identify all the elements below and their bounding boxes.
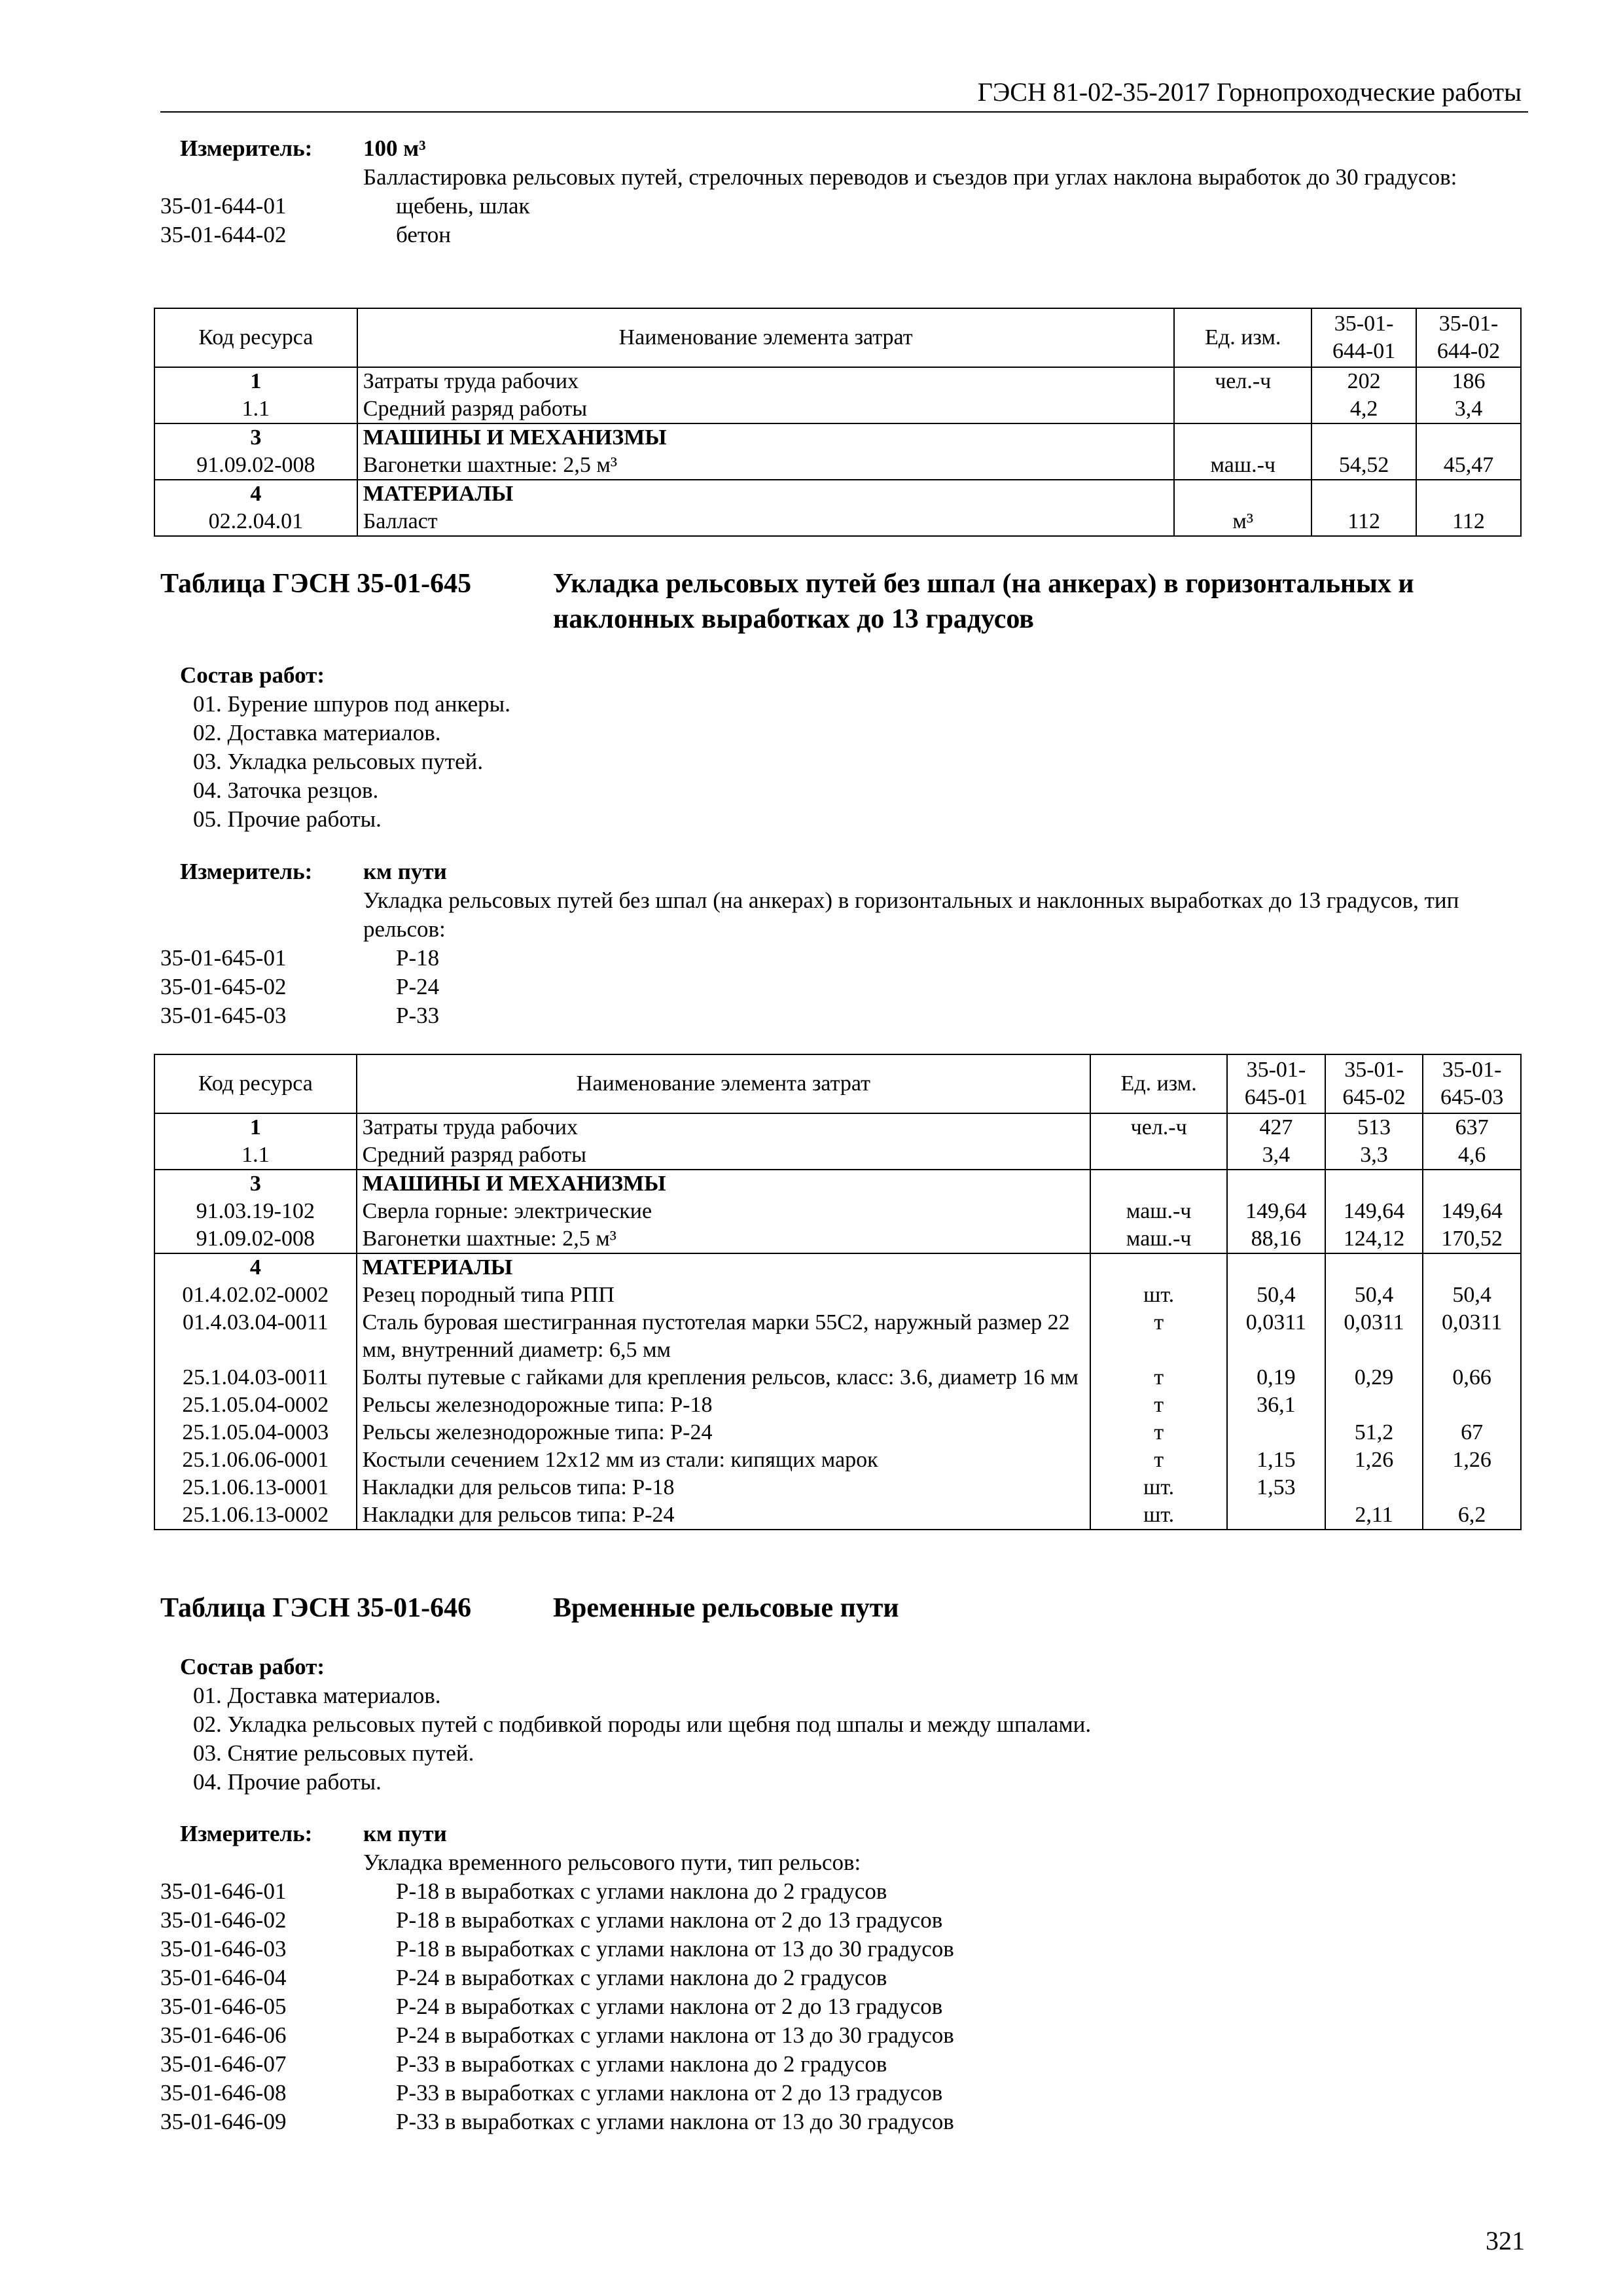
unit — [1174, 395, 1311, 423]
value-cell: 513 — [1325, 1113, 1423, 1141]
value-cell: 0,0311 — [1227, 1309, 1325, 1364]
item-code: 35-01-645-02 — [160, 974, 287, 999]
unit: маш.-ч — [1090, 1225, 1227, 1253]
resource-name: Затраты труда рабочих — [357, 1113, 1091, 1141]
meter-description: Укладка рельсовых путей без шпал (на анкерах) в горизонтальных и наклонных выработках до 13 градусов, тип рельсов: — [363, 888, 1459, 942]
table-caption: Укладка рельсовых путей без шпал (на анкерах) в горизонтальных и наклонных выработках до 13 градусов — [553, 569, 1414, 634]
value-cell: 112 — [1416, 508, 1521, 536]
item-code: 35-01-646-04 — [160, 1965, 287, 1990]
value-cell: 51,2 — [1325, 1419, 1423, 1446]
column-header: Наименование элемента затрат — [357, 1054, 1091, 1113]
code-list-item — [160, 192, 1528, 221]
composition-item: 01. Доставка материалов. — [193, 1683, 441, 1708]
value-cell: 112 — [1311, 508, 1416, 536]
unit: т — [1090, 1419, 1227, 1446]
table-row — [154, 1225, 1521, 1253]
value-cell — [1416, 480, 1521, 508]
meter-label: Измеритель: — [180, 859, 313, 884]
value-cell: 50,4 — [1325, 1282, 1423, 1309]
resource-code: 91.09.02-008 — [154, 452, 357, 480]
value-cell: 88,16 — [1227, 1225, 1325, 1253]
unit: чел.-ч — [1174, 367, 1311, 395]
resource-name: Рельсы железнодорожные типа: Р-18 — [357, 1391, 1091, 1419]
composition-heading: Состав работ: — [180, 1654, 325, 1679]
value-cell — [1325, 1253, 1423, 1282]
table-row — [154, 452, 1521, 480]
value-cell: 3,4 — [1227, 1141, 1325, 1170]
table-row — [154, 1113, 1521, 1141]
resource-name: Балласт — [357, 508, 1175, 536]
value-cell: 50,4 — [1423, 1282, 1521, 1309]
resource-name: Сверла горные: электрические — [357, 1198, 1091, 1225]
item-name: Р-18 в выработках с углами наклона от 13 до 30 градусов — [396, 1936, 954, 1962]
unit: маш.-ч — [1090, 1198, 1227, 1225]
resource-code: 3 — [154, 423, 357, 452]
composition-heading: Состав работ: — [180, 662, 325, 688]
value-cell: 1,53 — [1227, 1474, 1325, 1501]
resource-table-644 — [154, 308, 1522, 537]
unit: шт. — [1090, 1282, 1227, 1309]
value-cell: 170,52 — [1423, 1225, 1521, 1253]
value-cell: 0,0311 — [1325, 1309, 1423, 1364]
value-cell: 1,26 — [1325, 1446, 1423, 1474]
item-code: 35-01-644-01 — [160, 193, 287, 219]
meter-label: Измеритель: — [180, 135, 313, 161]
value-cell: 2,11 — [1325, 1501, 1423, 1530]
value-cell — [1227, 1253, 1325, 1282]
unit — [1090, 1253, 1227, 1282]
item-code: 35-01-644-02 — [160, 222, 287, 247]
code-list-item — [160, 944, 1528, 973]
composition-item: 04. Прочие работы. — [193, 1769, 382, 1795]
resource-name: Болты путевые с гайками для крепления рельсов, класс: 3.6, диаметр 16 мм — [357, 1364, 1091, 1391]
resource-name: МАТЕРИАЛЫ — [357, 1253, 1091, 1282]
value-cell: 36,1 — [1227, 1391, 1325, 1419]
column-header: 35-01-644-01 — [1311, 308, 1416, 367]
item-name: Р-33 в выработках с углами наклона от 2 до 13 градусов — [396, 2080, 943, 2106]
table-row — [154, 1391, 1521, 1419]
resource-name: Средний разряд работы — [357, 1141, 1091, 1170]
resource-code: 25.1.06.13-0001 — [154, 1474, 357, 1501]
table-row — [154, 395, 1521, 423]
unit — [1174, 423, 1311, 452]
column-header: 35-01-645-02 — [1325, 1054, 1423, 1113]
table-row — [154, 1170, 1521, 1198]
value-cell — [1416, 423, 1521, 452]
table-title-645 — [160, 566, 1528, 637]
resource-code: 91.03.19-102 — [154, 1198, 357, 1225]
column-header: Ед. изм. — [1090, 1054, 1227, 1113]
table-row — [154, 1446, 1521, 1474]
work-composition-645 — [160, 661, 510, 834]
unit — [1090, 1141, 1227, 1170]
resource-code: 01.4.02.02-0002 — [154, 1282, 357, 1309]
unit: т — [1090, 1391, 1227, 1419]
column-header: 35-01-644-02 — [1416, 308, 1521, 367]
unit: маш.-ч — [1174, 452, 1311, 480]
resource-code: 1.1 — [154, 395, 357, 423]
column-header: Наименование элемента затрат — [357, 308, 1175, 367]
table-row — [154, 367, 1521, 395]
table-header-row — [154, 1054, 1521, 1113]
column-header: 35-01-645-01 — [1227, 1054, 1325, 1113]
item-code: 35-01-646-08 — [160, 2080, 287, 2106]
item-code: 35-01-646-03 — [160, 1936, 287, 1962]
value-cell — [1423, 1391, 1521, 1419]
meter-description: Балластировка рельсовых путей, стрелочных переводов и съездов при углах наклона выработок до 30 градусов: — [363, 164, 1457, 190]
resource-code: 25.1.06.13-0002 — [154, 1501, 357, 1530]
code-list — [160, 192, 1528, 249]
table-title-646 — [160, 1590, 1528, 1626]
unit: т — [1090, 1446, 1227, 1474]
meter-label: Измеритель: — [180, 1821, 313, 1846]
code-list-item — [160, 2108, 1528, 2136]
item-code: 35-01-646-06 — [160, 2022, 287, 2048]
value-cell — [1227, 1419, 1325, 1446]
value-cell — [1311, 423, 1416, 452]
resource-name: Сталь буровая шестигранная пустотелая марки 55С2, наружный размер 22 мм, внутренний диаметр: 6,5 мм — [357, 1309, 1091, 1364]
item-name: Р-24 в выработках с углами наклона до 2 градусов — [396, 1965, 887, 1990]
meter-block-645 — [160, 857, 1528, 1030]
item-name: Р-24 — [396, 974, 440, 999]
code-list-item — [160, 1877, 1528, 1906]
table-row — [154, 508, 1521, 536]
item-name: щебень, шлак — [396, 193, 530, 219]
value-cell: 45,47 — [1416, 452, 1521, 480]
composition-item: 05. Прочие работы. — [193, 806, 382, 832]
code-list-item — [160, 221, 1528, 249]
composition-item: 01. Бурение шпуров под анкеры. — [193, 691, 510, 717]
table-row — [154, 1253, 1521, 1282]
unit: шт. — [1090, 1501, 1227, 1530]
value-cell — [1227, 1170, 1325, 1198]
value-cell — [1311, 480, 1416, 508]
meter-block-646 — [160, 1820, 1528, 2136]
item-name: бетон — [396, 222, 451, 247]
item-name: Р-33 в выработках с углами наклона до 2 градусов — [396, 2051, 887, 2077]
value-cell: 1,15 — [1227, 1446, 1325, 1474]
value-cell — [1325, 1170, 1423, 1198]
code-list-item — [160, 1992, 1528, 2021]
composition-item: 03. Снятие рельсовых путей. — [193, 1740, 474, 1766]
composition-item: 02. Доставка материалов. — [193, 720, 441, 745]
unit — [1090, 1170, 1227, 1198]
value-cell: 4,2 — [1311, 395, 1416, 423]
resource-code: 3 — [154, 1170, 357, 1198]
item-name: Р-33 — [396, 1003, 440, 1028]
resource-code: 4 — [154, 1253, 357, 1282]
header-text: ГЭСН 81-02-35-2017 Горнопроходческие работы — [977, 77, 1522, 107]
code-list-item — [160, 2021, 1528, 2050]
table-row — [154, 1198, 1521, 1225]
composition-item: 04. Заточка резцов. — [193, 778, 379, 803]
resource-name: Средний разряд работы — [357, 395, 1175, 423]
item-name: Р-24 в выработках с углами наклона от 2 до 13 градусов — [396, 1994, 943, 2019]
meter-block-644 — [160, 134, 1528, 249]
value-cell: 1,26 — [1423, 1446, 1521, 1474]
value-cell: 0,19 — [1227, 1364, 1325, 1391]
meter-value: 100 м³ — [363, 135, 426, 161]
value-cell: 149,64 — [1325, 1198, 1423, 1225]
column-header: Ед. изм. — [1174, 308, 1311, 367]
table-row — [154, 423, 1521, 452]
code-list — [160, 1877, 1528, 2136]
item-code: 35-01-646-01 — [160, 1878, 287, 1904]
table-row — [154, 1364, 1521, 1391]
resource-code: 1 — [154, 367, 357, 395]
table-number: Таблица ГЭСН 35-01-646 — [160, 1593, 472, 1623]
code-list-item — [160, 1906, 1528, 1935]
table-row — [154, 1141, 1521, 1170]
value-cell — [1325, 1391, 1423, 1419]
item-code: 35-01-646-09 — [160, 2109, 287, 2134]
code-list-item — [160, 1935, 1528, 1964]
resource-name: Затраты труда рабочих — [357, 367, 1175, 395]
value-cell: 0,66 — [1423, 1364, 1521, 1391]
table-row — [154, 1474, 1521, 1501]
unit: т — [1090, 1309, 1227, 1364]
resource-code: 1 — [154, 1113, 357, 1141]
value-cell: 6,2 — [1423, 1501, 1521, 1530]
code-list-item — [160, 2079, 1528, 2108]
resource-name: Вагонетки шахтные: 2,5 м³ — [357, 1225, 1091, 1253]
item-code: 35-01-646-05 — [160, 1994, 287, 2019]
code-list-item — [160, 1964, 1528, 1992]
resource-table-645 — [154, 1054, 1522, 1530]
resource-code: 25.1.06.06-0001 — [154, 1446, 357, 1474]
column-header: Код ресурса — [154, 1054, 357, 1113]
resource-code: 1.1 — [154, 1141, 357, 1170]
item-code: 35-01-645-03 — [160, 1003, 287, 1028]
value-cell — [1325, 1474, 1423, 1501]
value-cell: 637 — [1423, 1113, 1521, 1141]
value-cell: 67 — [1423, 1419, 1521, 1446]
value-cell: 0,29 — [1325, 1364, 1423, 1391]
table-row — [154, 1501, 1521, 1530]
code-list-item — [160, 973, 1528, 1001]
item-name: Р-24 в выработках с углами наклона от 13 до 30 градусов — [396, 2022, 954, 2048]
item-code: 35-01-646-02 — [160, 1907, 287, 1933]
code-list — [160, 944, 1528, 1030]
unit: т — [1090, 1364, 1227, 1391]
resource-name: Вагонетки шахтные: 2,5 м³ — [357, 452, 1175, 480]
item-code: 35-01-645-01 — [160, 945, 287, 971]
table-caption: Временные рельсовые пути — [553, 1593, 899, 1623]
value-cell: 124,12 — [1325, 1225, 1423, 1253]
value-cell — [1227, 1501, 1325, 1530]
item-name: Р-18 в выработках с углами наклона до 2 градусов — [396, 1878, 887, 1904]
resource-code: 25.1.05.04-0002 — [154, 1391, 357, 1419]
value-cell: 50,4 — [1227, 1282, 1325, 1309]
resource-code: 02.2.04.01 — [154, 508, 357, 536]
value-cell — [1423, 1253, 1521, 1282]
meter-value: км пути — [363, 859, 447, 884]
page-number: 321 — [1486, 2226, 1525, 2255]
value-cell: 4,6 — [1423, 1141, 1521, 1170]
value-cell: 0,0311 — [1423, 1309, 1521, 1364]
resource-code: 4 — [154, 480, 357, 508]
resource-code: 25.1.04.03-0011 — [154, 1364, 357, 1391]
item-name: Р-33 в выработках с углами наклона от 13 до 30 градусов — [396, 2109, 954, 2134]
value-cell: 427 — [1227, 1113, 1325, 1141]
unit: шт. — [1090, 1474, 1227, 1501]
table-row — [154, 480, 1521, 508]
work-composition-646 — [160, 1653, 1091, 1797]
resource-name: Накладки для рельсов типа: Р-18 — [357, 1474, 1091, 1501]
value-cell: 3,4 — [1416, 395, 1521, 423]
resource-name: МАШИНЫ И МЕХАНИЗМЫ — [357, 1170, 1091, 1198]
resource-code: 25.1.05.04-0003 — [154, 1419, 357, 1446]
item-name: Р-18 в выработках с углами наклона от 2 до 13 градусов — [396, 1907, 943, 1933]
table-row — [154, 1282, 1521, 1309]
column-header: 35-01-645-03 — [1423, 1054, 1521, 1113]
running-header — [160, 72, 1528, 113]
value-cell: 149,64 — [1227, 1198, 1325, 1225]
resource-name: МАТЕРИАЛЫ — [357, 480, 1175, 508]
resource-name: Рельсы железнодорожные типа: Р-24 — [357, 1419, 1091, 1446]
value-cell: 149,64 — [1423, 1198, 1521, 1225]
table-row — [154, 1309, 1521, 1364]
item-name: Р-18 — [396, 945, 440, 971]
resource-name: Костыли сечением 12х12 мм из стали: кипящих марок — [357, 1446, 1091, 1474]
value-cell — [1423, 1474, 1521, 1501]
value-cell: 3,3 — [1325, 1141, 1423, 1170]
resource-name: Накладки для рельсов типа: Р-24 — [357, 1501, 1091, 1530]
unit — [1174, 480, 1311, 508]
meter-description: Укладка временного рельсового пути, тип рельсов: — [363, 1850, 861, 1875]
meter-value: км пути — [363, 1821, 447, 1846]
table-number: Таблица ГЭСН 35-01-645 — [160, 569, 472, 599]
column-header: Код ресурса — [154, 308, 357, 367]
resource-name: МАШИНЫ И МЕХАНИЗМЫ — [357, 423, 1175, 452]
composition-item: 03. Укладка рельсовых путей. — [193, 749, 484, 774]
resource-name: Резец породный типа РПП — [357, 1282, 1091, 1309]
value-cell — [1423, 1170, 1521, 1198]
value-cell: 186 — [1416, 367, 1521, 395]
table-row — [154, 1419, 1521, 1446]
table-header-row — [154, 308, 1521, 367]
value-cell: 202 — [1311, 367, 1416, 395]
unit: чел.-ч — [1090, 1113, 1227, 1141]
composition-item: 02. Укладка рельсовых путей с подбивкой породы или щебня под шпалы и между шпалами. — [193, 1712, 1092, 1737]
resource-code: 01.4.03.04-0011 — [154, 1309, 357, 1364]
value-cell: 54,52 — [1311, 452, 1416, 480]
code-list-item — [160, 2050, 1528, 2079]
item-code: 35-01-646-07 — [160, 2051, 287, 2077]
resource-code: 91.09.02-008 — [154, 1225, 357, 1253]
code-list-item — [160, 1001, 1528, 1030]
unit: м³ — [1174, 508, 1311, 536]
